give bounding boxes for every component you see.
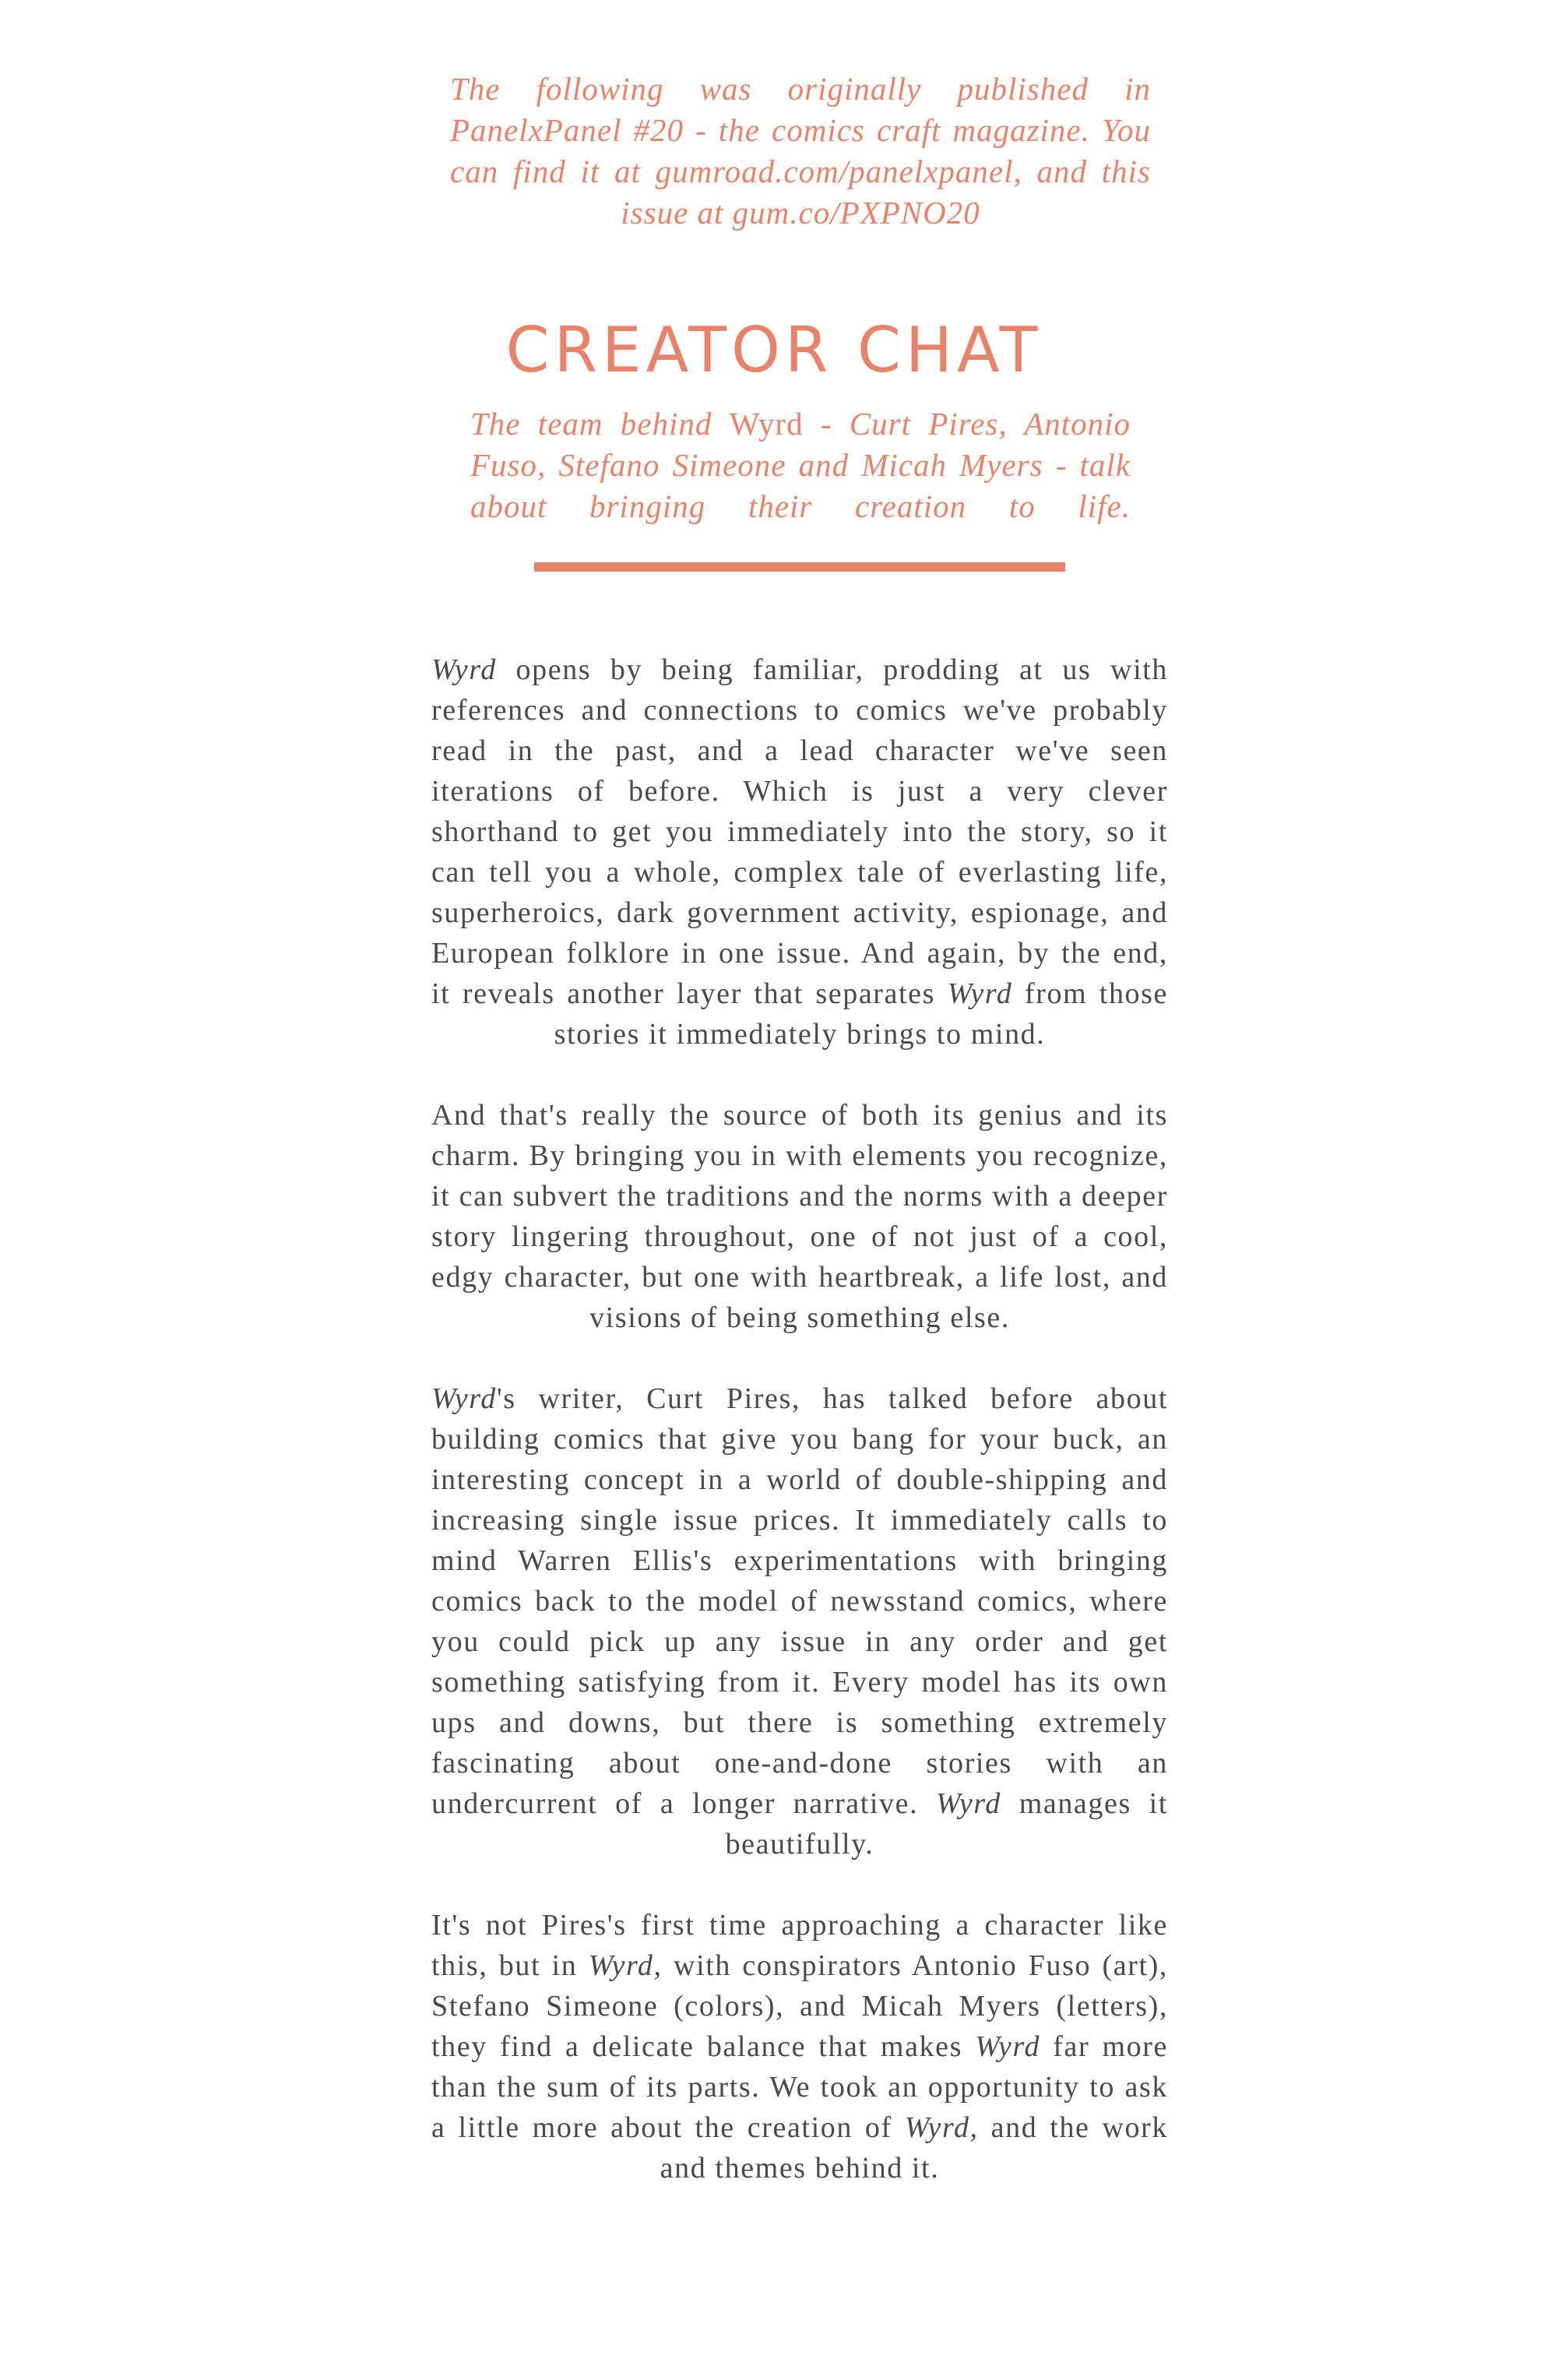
paragraph-text: from those stories it immediately brings to mind. <box>554 977 1168 1051</box>
paragraph-text: and the work and themes behind it. <box>660 2111 1169 2185</box>
paragraph-text: And that's really the source of both its genius and its charm. By bringing you in with elements you recognize, it can subvert the traditions and the norms with a deeper story lingering throughout, one of not just of a cool, edgy character, but one with heartbreak, a life lost, and visions of being something else. <box>431 1099 1168 1334</box>
paragraph-text: 's writer, Curt Pires, has talked before about building comics that give you bang for your buck, an interesting concept in a world of double-shipping and increasing single issue prices. It immediately calls to mind Warren Ellis's experimentations with bringing comics back to the model of newsstand comics, where you could pick up any issue in any order and get something satisfying from it. Every model has its own ups and downs, but there is something extremely fascinating about one-and-done stories with an undercurrent of a longer narrative. <box>431 1382 1168 1820</box>
comic-title: Wyrd, <box>904 2111 979 2144</box>
comic-title: Wyrd <box>947 977 1013 1010</box>
paragraph-text: It's not Pires's first time approaching a character like this, but in <box>431 1909 1168 1982</box>
page-subtitle <box>470 403 1131 527</box>
comic-title: Wyrd <box>431 653 497 686</box>
paragraph-text: manages it beautifully. <box>725 1787 1168 1861</box>
comic-title: Wyrd <box>936 1787 1001 1820</box>
paragraph-4 <box>431 1905 1168 2188</box>
comic-title: Wyrd <box>431 1382 497 1415</box>
paragraph-1 <box>431 650 1168 1054</box>
subtitle-lead: The team behind <box>470 406 730 442</box>
comic-title: Wyrd, <box>588 1949 663 1982</box>
paragraph-2 <box>431 1095 1168 1338</box>
publication-note: The following was originally published in PanelxPanel #20 - the comics craft magazine. You can find it at gumroad.com/panelxpanel, and this issue at gum.co/PXPNO20 <box>450 71 1151 231</box>
comic-title: Wyrd <box>975 2030 1041 2063</box>
article-body <box>431 650 1168 2229</box>
paragraph-text: far more than the sum of its parts. We took an opportunity to ask a little more about the creation of <box>431 2030 1168 2144</box>
paragraph-3 <box>431 1378 1168 1864</box>
subtitle-rest: - Curt Pires, Antonio Fuso, Stefano Simeone and Micah Myers - talk about bringing their creation to life. <box>470 406 1131 524</box>
subtitle-comic-title: Wyrd <box>729 406 804 442</box>
paragraph-text: with conspirators Antonio Fuso (art), Stefano Simeone (colors), and Micah Myers (letters), they find a delicate balance that makes <box>431 1949 1168 2063</box>
paragraph-text: opens by being familiar, prodding at us with references and connections to comics we've probably read in the past, and a lead character we've seen iterations of before. Which is just a very clever shorthand to get you immediately into the story, so it can tell you a whole, complex tale of everlasting life, superheroics, dark government activity, espionage, and European folklore in one issue. And again, by the end, it reveals another layer that separates <box>431 653 1168 1010</box>
title-divider <box>534 562 1065 572</box>
page-title: CREATOR CHAT <box>505 314 1043 386</box>
